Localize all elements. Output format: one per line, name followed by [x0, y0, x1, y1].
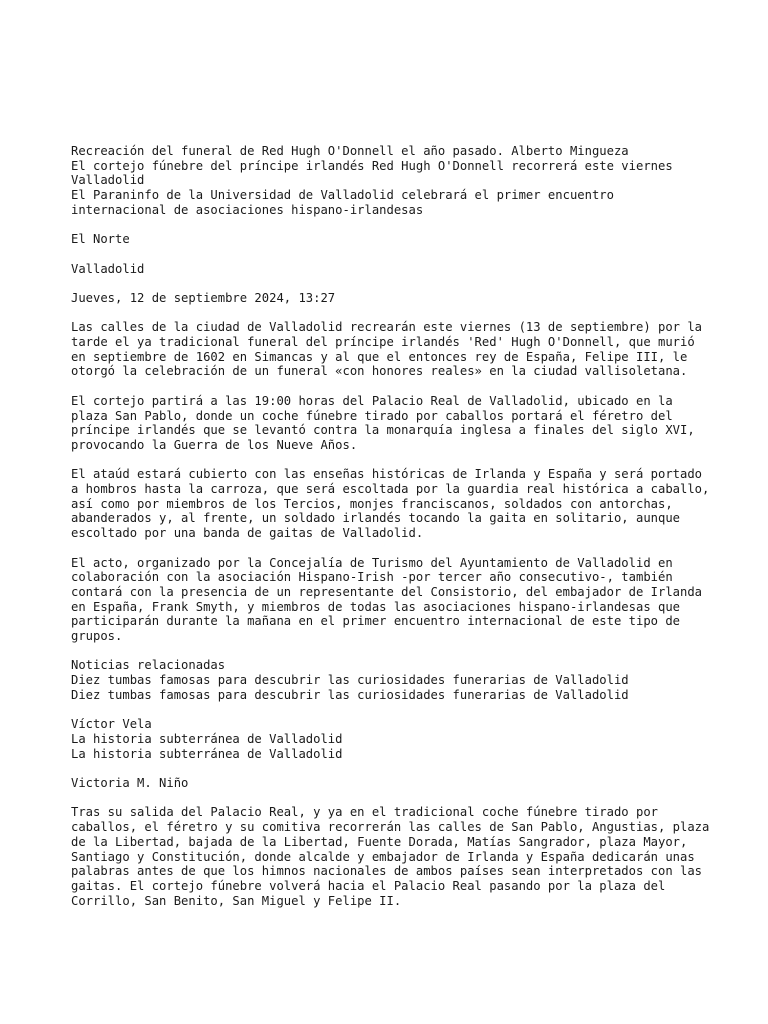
headline: El cortejo fúnebre del príncipe irlandés Red Hugh O'Donnell recorrerá este viernes Valladolid — [71, 158, 673, 188]
related-author: Víctor Vela — [71, 717, 152, 732]
related-link[interactable]: Diez tumbas famosas para descubrir las curiosidades funerarias de Valladolid — [71, 687, 629, 702]
related-news — [71, 658, 711, 790]
related-link[interactable]: La historia subterránea de Valladolid — [71, 731, 343, 746]
article — [71, 144, 711, 908]
body-paragraph: Tras su salida del Palacio Real, y ya en el tradicional coche fúnebre tirado por caballos, el féretro y su comitiva recorrerán las calles de San Pablo, Angustias, plaza de la Libertad, bajada de la Libertad, Fuente Dorada, Matías Sangrador, plaza Mayor, Santiago y Constitución, donde alcalde y embajador de Irlanda y España dedicarán unas palabras antes de que los himnos nacionales de ambos países sean interpretados con las gaitas. El cortejo fúnebre volverá hacia el Palacio Real pasando por la plaza del Corrillo, San Benito, San Miguel y Felipe II. — [71, 805, 710, 908]
body-paragraph: El ataúd estará cubierto con las enseñas históricas de Irlanda y España y será portado a hombros hasta la carroza, que será escoltada por la guardia real histórica a caballo, así como por miembros de los Tercios, monjes franciscanos, soldados con antorchas, abanderados y, al frente, un soldado irlandés tocando la gaita en solitario, aunque escoltado por una banda de gaitas de Valladolid. — [71, 467, 710, 541]
location: Valladolid — [71, 261, 145, 276]
subheadline: El Paraninfo de la Universidad de Valladolid celebrará el primer encuentro internacional de asociaciones hispano-irlandesas — [71, 188, 614, 217]
photo-caption: Recreación del funeral de Red Hugh O'Donnell el año pasado. Alberto Mingueza — [71, 144, 629, 158]
source-name: El Norte — [71, 232, 130, 247]
body-paragraph: El acto, organizado por la Concejalía de Turismo del Ayuntamiento de Valladolid en colaboración con la asociación Hispano-Irish -por tercer año consecutivo-, también contará con la presencia de un representante del Consistorio, del embajador de Irlanda en España, Frank Smyth, y miembros de todas las asociaciones hispano-irlandesas que participarán durante la mañana en el primer encuentro internacional de este tipo de grupos. — [71, 555, 703, 644]
publish-date: Jueves, 12 de septiembre 2024, 13:27 — [71, 290, 336, 305]
related-link[interactable]: Diez tumbas famosas para descubrir las curiosidades funerarias de Valladolid — [71, 673, 629, 688]
related-news-heading: Noticias relacionadas — [71, 658, 226, 673]
body-paragraph: Las calles de la ciudad de Valladolid recrearán este viernes (13 de septiembre) por la tarde el ya tradicional funeral del príncipe irlandés 'Red' Hugh O'Donnell, que murió en septiembre de 1602 en Simancas y al que el entonces rey de España, Felipe III, le otorgó la celebración de un funeral «con honores reales» en la ciudad vallisoletana. — [71, 320, 703, 379]
related-link[interactable]: La historia subterránea de Valladolid — [71, 746, 343, 761]
article-header — [71, 144, 711, 218]
related-author: Victoria M. Niño — [71, 776, 189, 791]
body-paragraph: El cortejo partirá a las 19:00 horas del Palacio Real de Valladolid, ubicado en la plaza San Pablo, donde un coche fúnebre tirado por caballos portará el féretro del príncipe irlandés que se levantó contra la monarquía inglesa a finales del siglo XVI, provocando la Guerra de los Nueve Años. — [71, 393, 695, 452]
